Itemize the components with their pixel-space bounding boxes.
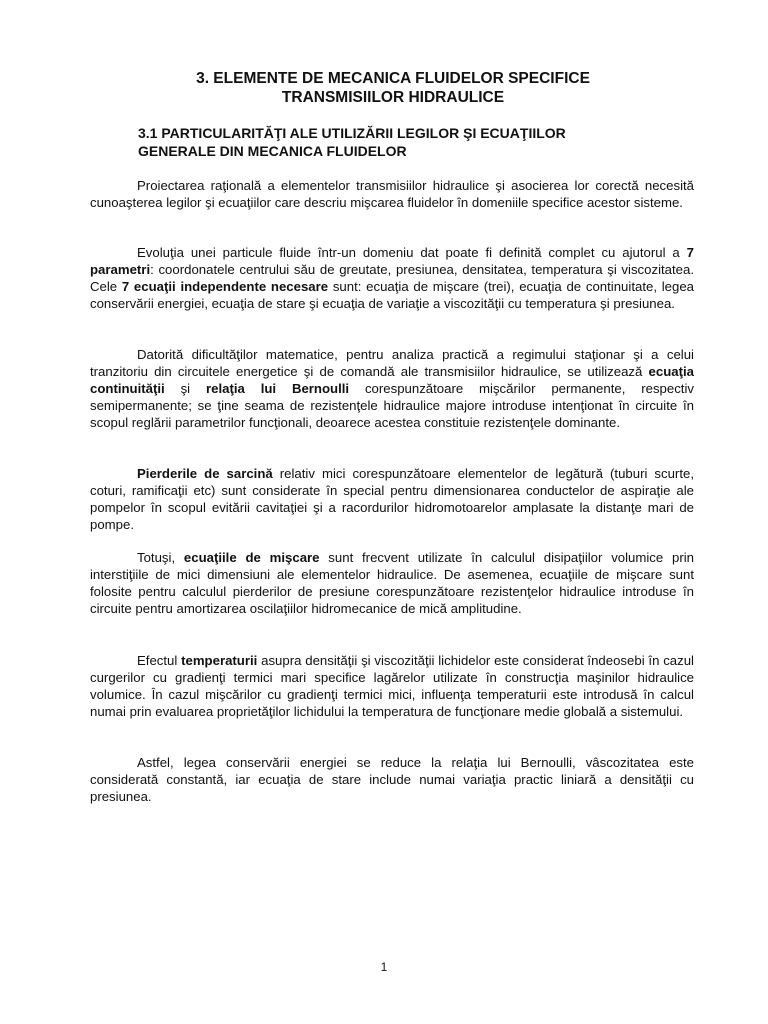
paragraph-text: Totuşi, [137,550,184,565]
paragraph-text: relativ mici corespunzătoare elementelor de legătură (tuburi scurte, coturi, ramificaţii etc) sunt considerate în special pentru dimensionarea conductelor de aspiraţie ale pompelor în scopul evitării cavitaţiei şi a racordurilor hidromotoarelor amplasate la distanţe mari de pompe. [90,466,694,532]
paragraph-text: şi [164,381,206,396]
paragraph-text: asupra densităţii şi viscozităţii lichidelor este considerat îndeosebi în cazul curgerilor cu gradienţi termici mari specifice lagărelor utilizate în construcţia maşinilor hidraulice volumice. În cazul mişcărilor cu gradienţi termici mici, influenţa temperaturii este introdusă în calcul numai prin evaluarea proprietăţilor lichidului la temperatura de funcţionare medie globală a sistemului. [90,653,694,719]
page-number: 1 [380,960,388,974]
paragraph-text: Datorită dificultăţilor matematice, pentru analiza practică a regimului staţionar şi a celui tranzitoriu din circuitele energetice şi de comandă ale transmisiilor hidraulice, se utilizează [90,347,694,379]
paragraph-text: Efectul [137,653,182,668]
paragraph-text: corespunzătoare mişcărilor permanente, respectiv semipermanente; se ţine seama de rezistenţele hidraulice majore introduse intenţionat în circuite în scopul reglării parametrilor funcţionali, deoarece acestea constituie rezistenţele dominante. [90,381,694,430]
paragraph-text: sunt: ecuaţia de mişcare (trei), ecuaţia de continuitate, legea conservării energiei, ecuaţia de stare şi ecuaţia de variaţie a viscozităţii cu temperatura şi presiunea. [90,279,694,311]
paragraph-text: Astfel, legea conservării energiei se reduce la relaţia lui Bernoulli, vâscozitatea este considerată constantă, iar ecuaţia de stare include numai variaţia practic liniară a densităţii cu presiunea. [90,755,694,804]
bold-term: 7 ecuaţii independente necesare [121,279,329,294]
paragraph-text: Proiectarea raţională a elementelor transmisiilor hidraulice şi asocierea lor corectă necesită cunoaşterea legilor şi ecuaţiilor care descriu mişcarea fluidelor în domeniile specifice acestor sisteme. [90,178,694,210]
paragraph-6 [90,652,694,720]
bold-term: ecuaţia continuităţii [90,364,694,396]
paragraph-1 [90,177,694,211]
chapter-title-line-2: TRANSMISIILOR HIDRAULICE [281,89,505,106]
paragraph-text: Evoluţia unei particule fluide într-un domeniu dat poate fi definită complet cu ajutorul a [137,245,687,260]
chapter-title-line-1: 3. ELEMENTE DE MECANICA FLUIDELOR SPECIFICE [196,70,590,87]
section-title-line-2: GENERALE DIN MECANICA FLUIDELOR [138,143,407,159]
bold-term: temperaturii [181,653,258,668]
paragraph-3 [90,346,694,431]
paragraph-text: : coordonatele centrului său de greutate, presiunea, densitatea, temperatura şi viscozitatea. Cele [90,262,694,294]
section-title [138,124,638,160]
bold-term: Pierderile de sarcină [137,466,273,481]
paragraph-4 [90,465,694,533]
chapter-title [90,69,696,107]
paragraph-2 [90,244,694,312]
paragraph-7 [90,754,694,805]
bold-term: 7 parametri [90,245,694,277]
paragraph-5 [90,549,694,617]
bold-term: relaţia lui Bernoulli [205,381,350,396]
bold-term: ecuaţiile de mişcare [183,550,320,565]
section-title-line-1: 3.1 PARTICULARITĂŢI ALE UTILIZĂRII LEGILOR ŞI ECUAŢIILOR [138,125,566,141]
paragraph-text: sunt frecvent utilizate în calculul disipaţiilor volumice prin interstiţiile de mici dimensiuni ale elementelor hidraulice. De asemenea, ecuaţiile de mişcare sunt folosite pentru calculul pierderilor de presiune corespunzătoare rezistenţelor hidraulice introduse în circuite pentru amortizarea oscilaţiilor hidromecanice de mică amplitudine. [90,550,695,616]
